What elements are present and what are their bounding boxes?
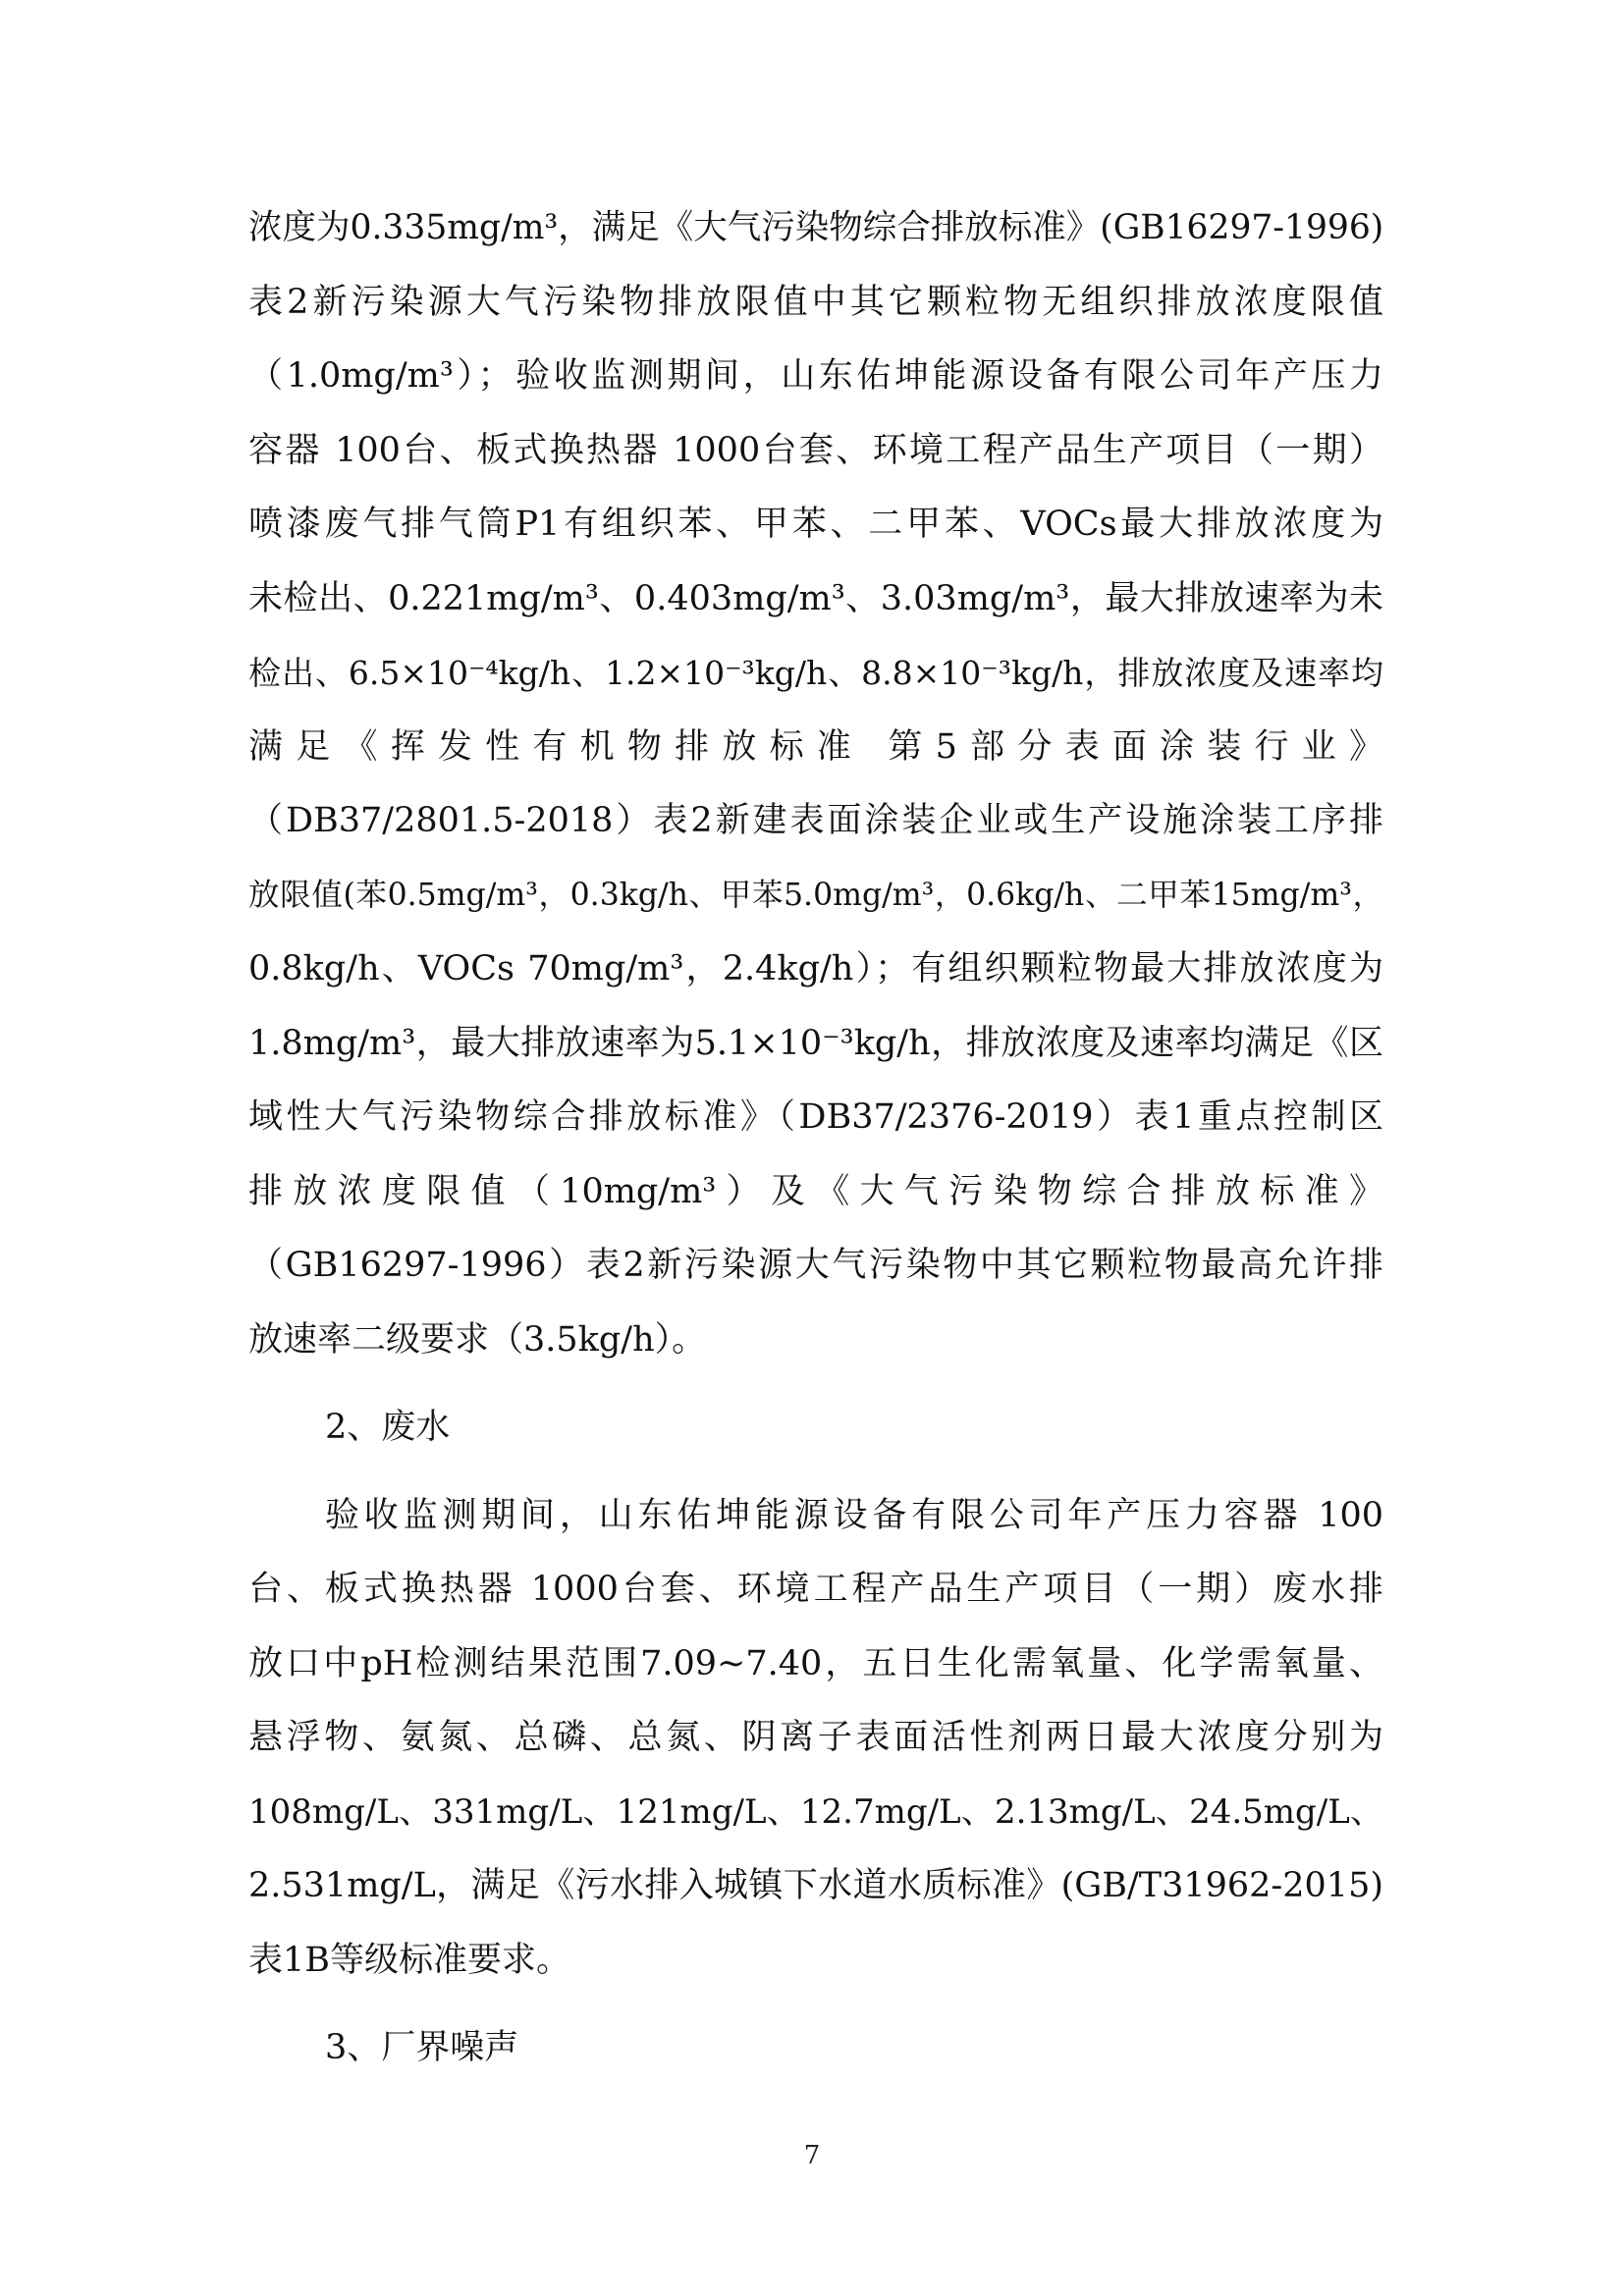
paragraph-line: 表2新污染源大气污染物排放限值中其它颗粒物无组织排放浓度限值 xyxy=(248,282,1383,322)
paragraph-line: 放速率二级要求（3.5kg/h）。 xyxy=(248,1319,707,1360)
paragraph-line: （DB37/2801.5-2018）表2新建表面涂装企业或生产设施涂装工序排 xyxy=(248,801,1383,840)
paragraph-line: 验收监测期间，山东佑坤能源设备有限公司年产压力容器 100 xyxy=(325,1495,1383,1535)
paragraph-line: （GB16297-1996）表2新污染源大气污染物中其它颗粒物最高允许排 xyxy=(248,1246,1383,1285)
paragraph-line: 未检出、0.221mg/m³、0.403mg/m³、3.03mg/m³，最大排放速率为未 xyxy=(248,578,1383,618)
paragraph-line: 0.8kg/h、VOCs 70mg/m³，2.4kg/h）；有组织颗粒物最大排放浓度为 xyxy=(248,949,1383,988)
paragraph-line: （1.0mg/m³）；验收监测期间，山东佑坤能源设备有限公司年产压力 xyxy=(248,356,1383,396)
paragraph-line: 108mg/L、331mg/L、121mg/L、12.7mg/L、2.13mg/L、24.5mg/L、 xyxy=(248,1791,1383,1832)
page-body xyxy=(248,191,1383,2086)
paragraph-line: 悬浮物、氨氮、总磷、总氮、阴离子表面活性剂两日最大浓度分别为 xyxy=(248,1718,1383,1757)
section-heading-boundary-noise: 3、厂界噪声 xyxy=(325,2028,519,2067)
paragraph-line: 满足《挥发性有机物排放标准 第5部分表面涂装行业》 xyxy=(248,726,1383,767)
paragraph-line: 容器 100台、板式换热器 1000台套、环境工程产品生产项目（一期） xyxy=(248,430,1383,470)
paragraph-line: 喷漆废气排气筒P1有组织苯、甲苯、二甲苯、VOCs最大排放浓度为 xyxy=(248,505,1383,544)
paragraph-line: 域性大气污染物综合排放标准》（DB37/2376-2019）表1重点控制区 xyxy=(248,1097,1383,1137)
section-heading-wastewater: 2、废水 xyxy=(325,1408,451,1447)
paragraph-line: 1.8mg/m³，最大排放速率为5.1×10⁻³kg/h，排放浓度及速率均满足《区 xyxy=(248,1023,1383,1063)
wastewater-paragraph xyxy=(248,1479,1383,1999)
paragraph-line: 检出、6.5×10⁻⁴kg/h、1.2×10⁻³kg/h、8.8×10⁻³kg/h，排放浓度及速率均 xyxy=(248,654,1383,692)
paragraph-line: 2.531mg/L，满足《污水排入城镇下水道水质标准》(GB/T31962-2015) xyxy=(248,1866,1383,1905)
air-emission-paragraph xyxy=(248,191,1383,1377)
paragraph-line: 放口中pH检测结果范围7.09~7.40，五日生化需氧量、化学需氧量、 xyxy=(248,1643,1383,1683)
paragraph-line: 排放浓度限值（10mg/m³）及《大气污染物综合排放标准》 xyxy=(248,1171,1383,1211)
paragraph-line: 台、板式换热器 1000台套、环境工程产品生产项目（一期）废水排 xyxy=(248,1570,1383,1609)
paragraph-line: 表1B等级标准要求。 xyxy=(248,1940,570,1980)
page-number: 7 xyxy=(803,2141,821,2170)
paragraph-line: 放限值(苯0.5mg/m³，0.3kg/h、甲苯5.0mg/m³，0.6kg/h、二甲苯15mg/m³， xyxy=(248,877,1383,913)
paragraph-line: 浓度为0.335mg/m³，满足《大气污染物综合排放标准》(GB16297-1996) xyxy=(248,208,1384,247)
